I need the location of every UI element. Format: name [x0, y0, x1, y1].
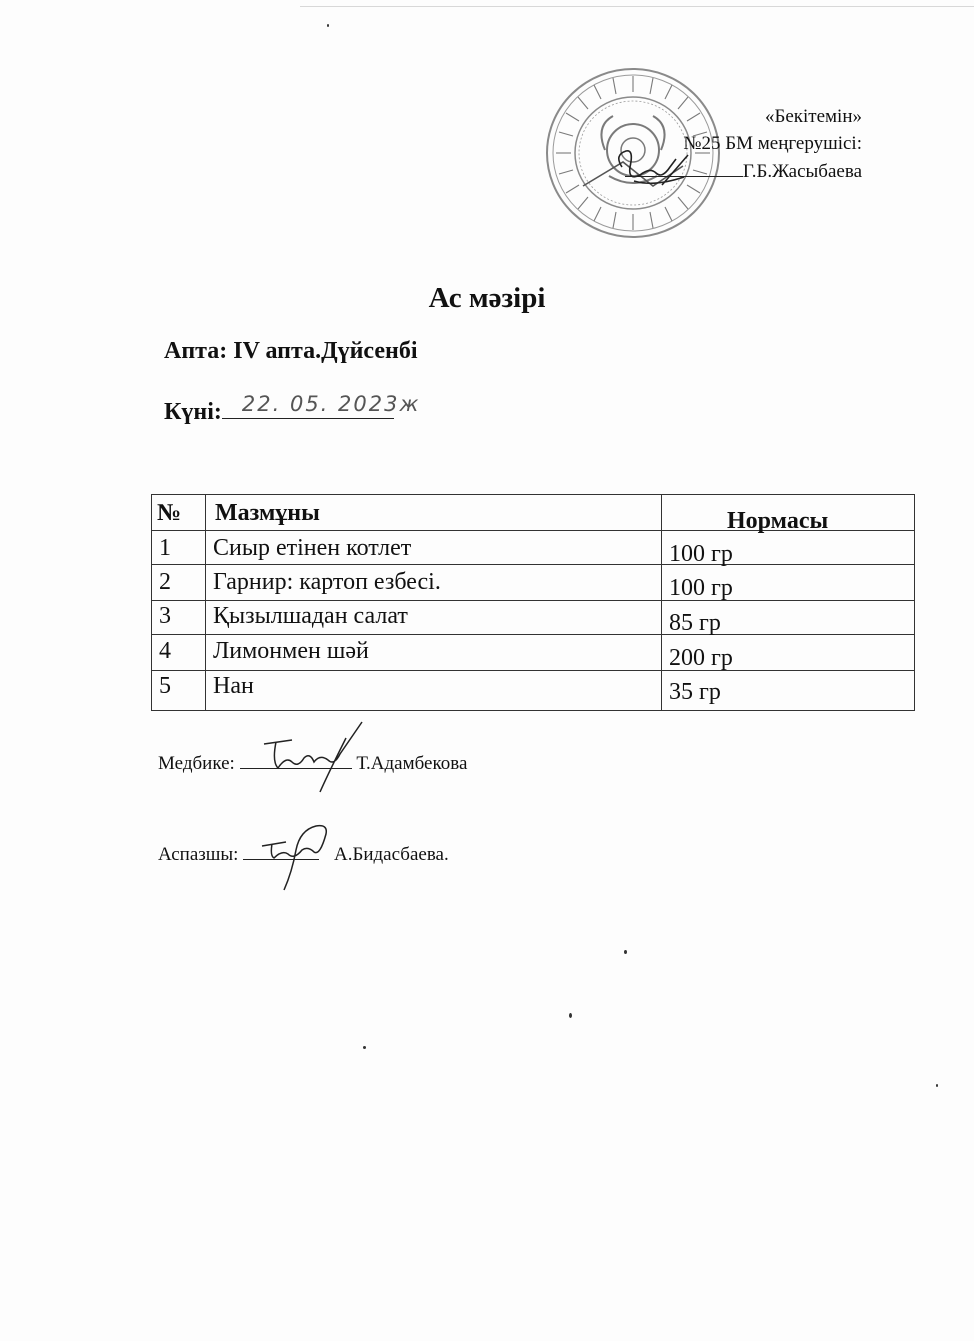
row-norm: 200 гр: [669, 645, 733, 671]
row-norm: 100 гр: [669, 575, 733, 601]
scan-speck: [936, 1084, 938, 1087]
table-rule: [151, 670, 915, 671]
row-content: Сиыр етінен котлет: [213, 535, 412, 561]
scan-speck: [327, 24, 329, 27]
nurse-signature: [258, 718, 368, 796]
table-rule: [151, 634, 915, 635]
date-underline: [222, 392, 421, 419]
table-border-left: [151, 494, 152, 710]
director-signature: [604, 137, 699, 192]
cook-label: Аспазшы:: [158, 844, 239, 865]
row-norm: 100 гр: [669, 541, 733, 567]
header-num: №: [157, 500, 182, 526]
cook-name: А.Бидасбаева.: [333, 844, 449, 865]
table-rule: [151, 600, 915, 601]
date-label: Күні:: [164, 399, 222, 425]
page-title: Ас мәзірі: [428, 282, 546, 314]
nurse-name: Т.Адамбекова: [356, 753, 468, 774]
row-num: 5: [159, 673, 171, 699]
table-col-divider: [661, 494, 662, 710]
cook-signature: [256, 820, 336, 892]
scan-speck: [569, 1013, 572, 1018]
table-border-top: [151, 494, 915, 495]
row-norm: 85 гр: [669, 610, 721, 636]
table-col-divider: [205, 494, 206, 710]
nurse-label: Медбике:: [158, 753, 235, 774]
row-num: 4: [159, 638, 171, 664]
date-value: 22. 05. 2023ж: [241, 392, 421, 416]
row-content: Нан: [213, 673, 254, 699]
table-border-right: [914, 494, 915, 710]
row-num: 1: [159, 535, 171, 561]
header-norm: Нормасы: [727, 508, 829, 534]
row-num: 2: [159, 569, 171, 595]
row-content: Лимонмен шәй: [213, 638, 369, 664]
row-num: 3: [159, 603, 171, 629]
scan-speck: [363, 1046, 366, 1049]
date-row: [164, 392, 421, 426]
scan-speck: [624, 950, 627, 954]
menu-table: [151, 494, 915, 712]
row-content: Қызылшадан салат: [213, 603, 408, 629]
row-content: Гарнир: картоп езбесі.: [213, 569, 441, 595]
header-content: Мазмұны: [215, 500, 320, 526]
approval-position: №25 БМ меңгерушісі:: [683, 133, 862, 154]
row-norm: 35 гр: [669, 679, 721, 705]
scan-edge-line: [300, 6, 974, 7]
director-name: Г.Б.Жасыбаева: [742, 161, 862, 182]
approval-heading: «Бекітемін»: [764, 106, 862, 127]
table-rule: [151, 564, 915, 565]
week-day-line: Апта: IV апта.Дүйсенбі: [164, 338, 418, 364]
table-border-bottom: [151, 710, 915, 711]
